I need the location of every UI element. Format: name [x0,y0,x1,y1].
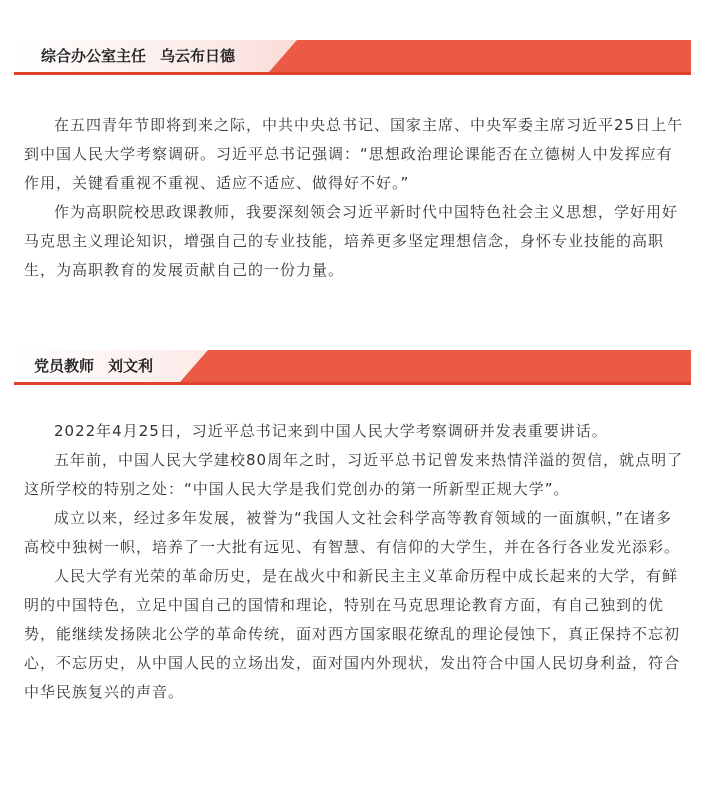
header-underline [14,382,691,385]
paragraph: 作为高职院校思政课教师，我要深刻领会习近平新时代中国特色社会主义思想，学好用好马克思主义理论知识，增强自己的专业技能，培养更多坚定理想信念，身怀专业技能的高职生，为高职教育的发展贡献自己的一份力量。 [24,203,679,279]
paragraph: 成立以来，经过多年发展，被誉为“我国人文社会科学高等教育领域的一面旗帜，”在诸多高校中独树一帜，培养了一大批有远见、有智慧、有信仰的大学生，并在各行各业发光添彩。 [24,509,681,556]
header-title [34,350,153,382]
paragraph: 2022年4月25日，习近平总书记来到中国人民大学考察调研并发表重要讲话。 [54,422,608,440]
header-role: 综合办公室主任 [41,47,147,65]
section-header-2 [14,350,691,382]
section-header-1 [14,40,691,72]
section-body-2 [24,417,686,707]
paragraph: 在五四青年节即将到来之际，中共中央总书记、国家主席、中央军委主席习近平25日上午到中国人民大学考察调研。习近平总书记强调：“思想政治理论课能否在立德树人中发挥应有作用，关键看重视不重视、适应不适应、做得好不好。” [24,116,684,192]
paragraph: 人民大学有光荣的革命历史，是在战火中和新民主主义革命历程中成长起来的大学，有鲜明的中国特色，立足中国自己的国情和理论，特别在马克思理论教育方面，有自己独到的优势，能继续发扬陕北公学的革命传统，面对西方国家眼花缭乱的理论侵蚀下，真正保持不忘初心，不忘历史，从中国人民的立场出发，面对国内外现状，发出符合中国人民切身利益，符合中华民族复兴的声音。 [24,567,681,701]
header-role: 党员教师 [34,357,95,375]
paragraph: 五年前，中国人民大学建校80周年之时，习近平总书记曾发来热情洋溢的贺信，就点明了这所学校的特别之处：“中国人民大学是我们党创办的第一所新型正规大学”。 [24,451,684,498]
section-body-1 [24,111,686,285]
header-underline [14,72,691,75]
header-red-wedge [180,350,691,382]
header-person-name: 乌云布日德 [160,47,236,65]
header-person-name: 刘文利 [108,357,154,375]
header-red-wedge [269,40,691,72]
header-title [41,40,235,72]
